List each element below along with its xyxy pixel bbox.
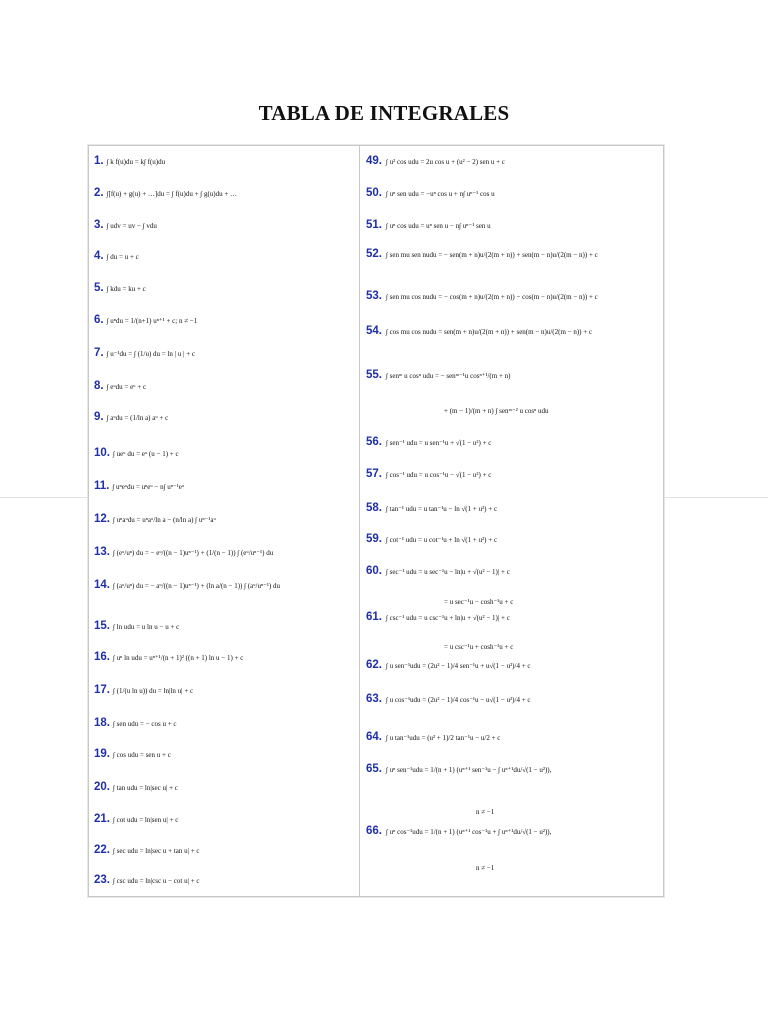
left-formula-row xyxy=(94,379,359,394)
formula-expression: ∫ (aᵘ/uⁿ) du = − aᵘ/((n − 1)uⁿ⁻¹) + (ln a/(n − 1)) ∫ (aᵘ/uⁿ⁻¹) du xyxy=(113,582,281,590)
left-formula-row xyxy=(94,780,359,795)
formula-expression: ∫ uⁿ sen⁻¹udu = 1/(n + 1) (uⁿ⁺¹ sen⁻¹u − ∫ uⁿ⁺¹du/√(1 − u²)), xyxy=(386,766,552,774)
formula-expression: ∫ sen mu sen nudu = − sen(m + n)u/(2(m + n)) + sen(m − n)u/(2(m − n)) + c xyxy=(386,251,598,259)
formula-expression: ∫ udv = uv − ∫ vdu xyxy=(106,222,157,230)
formula-expression: n ≠ −1 xyxy=(476,808,495,816)
formula-expression: ∫ uⁿ cos udu = uⁿ sen u − n∫ uⁿ⁻¹ sen u xyxy=(386,222,491,230)
left-formula-row xyxy=(94,683,359,698)
formula-expression: ∫ tan udu = ln|sec u| + c xyxy=(113,784,178,792)
formula-number: 53. xyxy=(366,290,382,302)
formula-expression: ∫[f(u) + g(u) + …]du = ∫ f(u)du + ∫ g(u)du + … xyxy=(106,190,238,198)
formula-expression: ∫ u² cos udu = 2u cos u + (u² − 2) sen u + c xyxy=(386,158,505,166)
formula-number: 6. xyxy=(94,314,104,326)
formula-number: 56. xyxy=(366,436,382,448)
formula-number: 59. xyxy=(366,533,382,545)
formula-expression: ∫ u⁻¹du = ∫ (1/u) du = ln | u | + c xyxy=(106,350,196,358)
right-formula-row xyxy=(440,403,663,418)
right-formula-row xyxy=(366,564,663,579)
formula-number: 1. xyxy=(94,155,104,167)
formula-expression: ∫ k f(u)du = k∫ f(u)du xyxy=(106,158,166,166)
formula-number: 4. xyxy=(94,250,104,262)
formula-number: 58. xyxy=(366,502,382,514)
formula-expression: ∫ uⁿeᵘdu = uⁿeᵘ − n∫ uⁿ⁻¹eᵘ xyxy=(112,483,185,491)
formula-expression: ∫ sec⁻¹ udu = u sec⁻¹u − ln|u + √(u² − 1)| + c xyxy=(386,568,510,576)
formula-expression: ∫ cot⁻¹ udu = u cot⁻¹u + ln √(1 + u²) + c xyxy=(386,536,498,544)
formula-expression: ∫ tan⁻¹ udu = u tan⁻¹u − ln √(1 + u²) + c xyxy=(386,505,498,513)
formula-expression: ∫ kdu = ku + c xyxy=(106,285,146,293)
formula-expression: ∫ sen mu cos nudu = − cos(m + n)u/(2(m + n)) − cos(m − n)u/(2(m − n)) + c xyxy=(386,293,598,301)
formula-expression: ∫ uⁿ ln udu = uⁿ⁺¹/(n + 1)² ((n + 1) ln u − 1) + c xyxy=(113,654,244,662)
right-formula-row xyxy=(440,639,663,654)
right-formula-row xyxy=(366,186,663,201)
formula-expression: ∫ cos udu = sen u + c xyxy=(113,751,171,759)
page-title: TABLA DE INTEGRALES xyxy=(258,101,510,125)
formula-expression: ∫ ln udu = u ln u − u + c xyxy=(113,623,180,631)
formula-expression: ∫ (eᵘ/uⁿ) du = − eᵘ/((n − 1)uⁿ⁻¹) + (1/(n − 1)) ∫ (eᵘ/uⁿ⁻¹) du xyxy=(113,549,274,557)
formula-number: 62. xyxy=(366,659,382,671)
left-formula-row xyxy=(94,281,359,296)
left-formula-row xyxy=(94,873,359,888)
formula-expression: ∫ uⁿ sen udu = −uⁿ cos u + n∫ uⁿ⁻¹ cos u xyxy=(386,190,495,198)
formula-number: 57. xyxy=(366,468,382,480)
formula-number: 8. xyxy=(94,380,104,392)
formula-expression: ∫ u sen⁻¹udu = (2u² − 1)/4 sen⁻¹u + u√(1 − u²)/4 + c xyxy=(386,662,531,670)
right-formula-row xyxy=(366,658,663,673)
formula-number: 12. xyxy=(94,513,110,525)
formula-number: 50. xyxy=(366,187,382,199)
right-formula-row xyxy=(366,532,663,547)
left-formula-row xyxy=(94,186,359,201)
formula-number: 14. xyxy=(94,579,110,591)
left-formula-row xyxy=(94,313,359,328)
formula-expression: ∫ cos mu cos nudu = sen(m + n)u/(2(m + n)) + sen(m − n)u/(2(m − n)) + c xyxy=(386,328,593,336)
formula-expression: ∫ uⁿ cos⁻¹udu = 1/(n + 1) (uⁿ⁺¹ cos⁻¹u + ∫ uⁿ⁺¹du/√(1 − u²)), xyxy=(386,828,552,836)
left-formula-row xyxy=(94,512,359,527)
right-formula-row xyxy=(472,804,663,819)
left-formula-row xyxy=(94,446,359,461)
formula-expression: ∫ uⁿdu = 1/(n+1) uⁿ⁺¹ + c; n ≠ −1 xyxy=(106,317,198,325)
formula-number: 18. xyxy=(94,717,110,729)
right-formula-row xyxy=(366,730,663,745)
formula-expression: ∫ u tan⁻¹udu = (u² + 1)/2 tan⁻¹u − u/2 + c xyxy=(386,734,501,742)
formula-expression: ∫ cot udu = ln|sen u| + c xyxy=(113,816,179,824)
left-formula-row xyxy=(94,479,359,494)
left-formula-row xyxy=(94,619,359,634)
formula-number: 10. xyxy=(94,447,110,459)
formula-number: 20. xyxy=(94,781,110,793)
right-formula-row xyxy=(366,218,663,233)
formula-expression: = u csc⁻¹u + cosh⁻¹u + c xyxy=(444,643,514,651)
left-formula-row xyxy=(94,747,359,762)
left-formula-row xyxy=(94,545,359,560)
formula-number: 7. xyxy=(94,347,104,359)
formula-number: 65. xyxy=(366,763,382,775)
right-formula-row xyxy=(366,368,663,383)
right-formula-row xyxy=(366,610,663,625)
left-formula-row xyxy=(94,650,359,665)
formula-expression: ∫ csc udu = ln|csc u − cot u| + c xyxy=(113,877,200,885)
left-formula-row xyxy=(94,578,359,593)
formula-number: 19. xyxy=(94,748,110,760)
left-formula-row xyxy=(94,812,359,827)
formula-expression: ∫ sen⁻¹ udu = u sen⁻¹u + √(1 − u²) + c xyxy=(386,439,492,447)
formula-number: 21. xyxy=(94,813,110,825)
right-formula-row xyxy=(472,860,663,875)
formula-expression: ∫ senᵐ u cosⁿ udu = − senᵐ⁻¹u cosⁿ⁺¹/(m + n) xyxy=(386,372,511,380)
formula-number: 54. xyxy=(366,325,382,337)
formula-number: 22. xyxy=(94,844,110,856)
left-formula-row xyxy=(94,249,359,264)
formula-expression: = u sec⁻¹u − cosh⁻¹u + c xyxy=(444,598,514,606)
formula-number: 9. xyxy=(94,411,104,423)
formula-number: 13. xyxy=(94,546,110,558)
right-formula-row xyxy=(366,824,663,839)
formula-expression: ∫ (1/(u ln u)) du = ln|ln u| + c xyxy=(113,687,194,695)
formula-number: 51. xyxy=(366,219,382,231)
formula-number: 23. xyxy=(94,874,110,886)
formula-expression: ∫ u cos⁻¹udu = (2u² − 1)/4 cos⁻¹u − u√(1 − u²)/4 + c xyxy=(386,696,531,704)
formula-number: 49. xyxy=(366,155,382,167)
formula-expression: ∫ sen udu = − cos u + c xyxy=(113,720,177,728)
formula-number: 55. xyxy=(366,369,382,381)
formula-number: 2. xyxy=(94,187,104,199)
left-formula-row xyxy=(94,346,359,361)
left-formula-row xyxy=(94,154,359,169)
formula-expression: ∫ uⁿaᵘdu = uⁿaᵘ/ln a − (n/ln a) ∫ uⁿ⁻¹aᵘ xyxy=(113,516,216,524)
formula-number: 63. xyxy=(366,693,382,705)
left-formula-row xyxy=(94,843,359,858)
formula-number: 52. xyxy=(366,248,382,260)
formula-number: 61. xyxy=(366,611,382,623)
right-formula-row xyxy=(366,762,663,777)
formula-expression: ∫ cos⁻¹ udu = u cos⁻¹u − √(1 − u²) + c xyxy=(386,471,492,479)
left-formula-row xyxy=(94,218,359,233)
right-formula-row xyxy=(366,692,663,707)
formula-expression: ∫ ueᵘ du = eᵘ (u − 1) + c xyxy=(113,450,179,458)
formula-expression: n ≠ −1 xyxy=(476,864,495,872)
right-formula-row xyxy=(366,501,663,516)
column-divider xyxy=(359,146,360,896)
right-formula-row xyxy=(440,594,663,609)
right-formula-row xyxy=(366,467,663,482)
formula-expression: ∫ sec udu = ln|sec u + tan u| + c xyxy=(113,847,200,855)
right-formula-row xyxy=(366,289,663,304)
left-formula-row xyxy=(94,716,359,731)
formula-number: 66. xyxy=(366,825,382,837)
formula-number: 15. xyxy=(94,620,110,632)
right-formula-row xyxy=(366,435,663,450)
formula-expression: ∫ du = u + c xyxy=(106,253,139,261)
right-formula-row xyxy=(366,154,663,169)
formula-number: 5. xyxy=(94,282,104,294)
formula-expression: + (m − 1)/(m + n) ∫ senᵐ⁻² u cosⁿ udu xyxy=(444,407,549,415)
formula-number: 3. xyxy=(94,219,104,231)
formula-expression: ∫ eᵘdu = eᵘ + c xyxy=(106,383,147,391)
formula-expression: ∫ aᵘdu = (1/ln a) aᵘ + c xyxy=(106,414,169,422)
formula-number: 64. xyxy=(366,731,382,743)
formula-number: 17. xyxy=(94,684,110,696)
formula-number: 60. xyxy=(366,565,382,577)
formula-expression: ∫ csc⁻¹ udu = u csc⁻¹u + ln|u + √(u² − 1)| + c xyxy=(386,614,510,622)
right-formula-row xyxy=(366,247,663,262)
right-formula-row xyxy=(366,324,663,339)
integral-table xyxy=(88,145,664,897)
formula-number: 16. xyxy=(94,651,110,663)
formula-number: 11. xyxy=(94,480,110,492)
left-formula-row xyxy=(94,410,359,425)
